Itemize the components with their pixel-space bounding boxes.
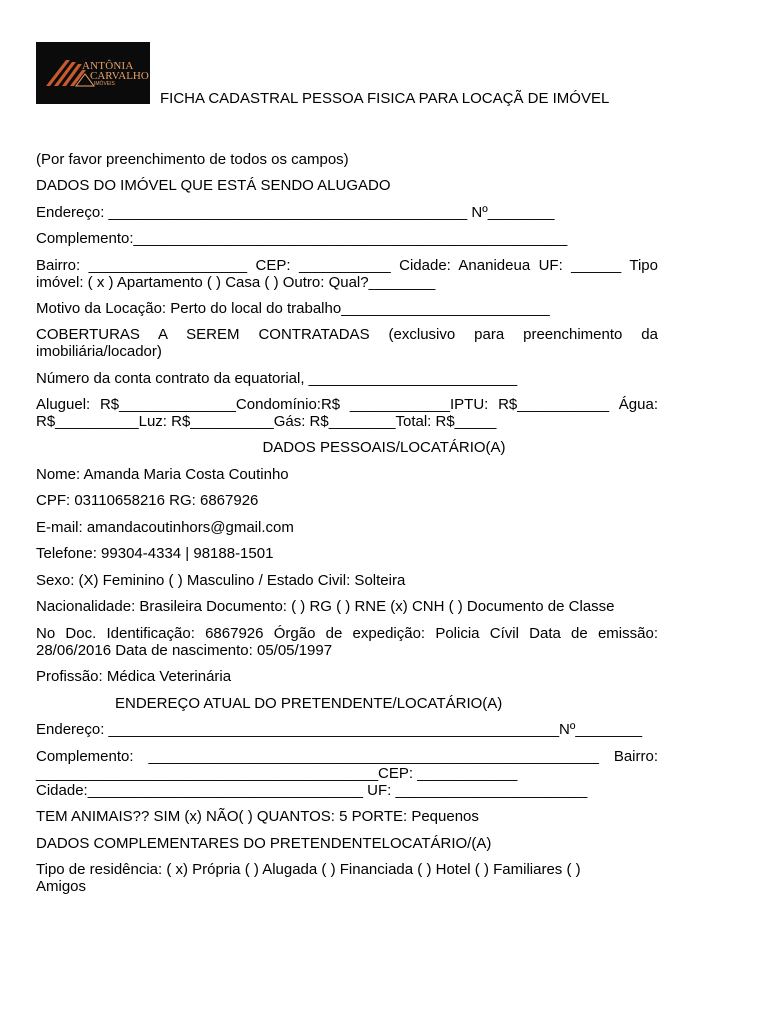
valores-line-1: Aluguel: R$______________Condomínio:R$ ____________IPTU: R$___________ Água: bbox=[36, 396, 658, 413]
instruction-text: (Por favor preenchimento de todos os campos) bbox=[36, 151, 349, 168]
complemento-line-2: _________________________________________CEP: ____________ bbox=[36, 765, 518, 782]
field-endereco-atual: Endereço: ______________________________________________________Nº________ bbox=[36, 721, 643, 738]
valores-line-2: R$__________Luz: R$__________Gás: R$________Total: R$_____ bbox=[36, 413, 497, 430]
coberturas-line-1: COBERTURAS A SEREM CONTRATADAS (exclusivo para preenchimento da bbox=[36, 326, 658, 343]
bairro-line-1: Bairro: ___________________ CEP: ___________ Cidade: Ananideua UF: ______ Tipo bbox=[36, 257, 658, 274]
field-valores bbox=[36, 396, 658, 430]
logo-name-line1: ANTÔNIA bbox=[82, 60, 134, 72]
form-title: FICHA CADASTRAL PESSOA FISICA PARA LOCAÇÃ DE IMÓVEL bbox=[160, 90, 610, 107]
coberturas-line-2: imobiliária/locador) bbox=[36, 343, 162, 360]
section-heading-endereco-atual: ENDEREÇO ATUAL DO PRETENDENTE/LOCATÁRIO(A) bbox=[115, 695, 503, 712]
field-profissao: Profissão: Médica Veterinária bbox=[36, 668, 232, 685]
logo-tagline: IMÓVEIS bbox=[94, 81, 115, 87]
field-complemento-imovel: Complemento:____________________________________________________ bbox=[36, 230, 568, 247]
field-telefone: Telefone: 99304-4334 | 98188-1501 bbox=[36, 545, 274, 562]
section-heading-complementares: DADOS COMPLEMENTARES DO PRETENDENTELOCATÁRIO/(A) bbox=[36, 835, 492, 852]
field-nacionalidade-documento: Nacionalidade: Brasileira Documento: ( ) RG ( ) RNE (x) CNH ( ) Documento de Classe bbox=[36, 598, 615, 615]
section-coberturas bbox=[36, 326, 658, 360]
field-animais: TEM ANIMAIS?? SIM (x) NÃO( ) QUANTOS: 5 PORTE: Pequenos bbox=[36, 808, 479, 825]
residencia-line-2: Amigos bbox=[36, 878, 87, 895]
field-cpf-rg: CPF: 03110658216 RG: 6867926 bbox=[36, 492, 259, 509]
section-heading-pessoais: DADOS PESSOAIS/LOCATÁRIO(A) bbox=[262, 439, 506, 456]
field-bairro-tipo-imovel bbox=[36, 257, 658, 291]
field-complemento-bairro-cep bbox=[36, 748, 658, 782]
field-nome: Nome: Amanda Maria Costa Coutinho bbox=[36, 466, 289, 483]
field-motivo-locacao: Motivo da Locação: Perto do local do trabalho_________________________ bbox=[36, 300, 550, 317]
complemento-line-1: Complemento: ______________________________________________________ Bairro: bbox=[36, 748, 658, 765]
field-documento-identificacao bbox=[36, 625, 658, 659]
field-endereco-imovel: Endereço: ___________________________________________ Nº________ bbox=[36, 204, 555, 221]
field-email: E-mail: amandacoutinhors@gmail.com bbox=[36, 519, 294, 536]
field-cidade-uf: Cidade:_________________________________ UF: _______________________ bbox=[36, 782, 588, 799]
company-logo bbox=[36, 42, 150, 104]
doc-line-1: No Doc. Identificação: 6867926 Órgão de expedição: Policia Cívil Data de emissão: bbox=[36, 625, 658, 642]
field-sexo-estado-civil: Sexo: (X) Feminino ( ) Masculino / Estado Civil: Solteira bbox=[36, 572, 406, 589]
doc-line-2: 28/06/2016 Data de nascimento: 05/05/1997 bbox=[36, 642, 333, 659]
field-tipo-residencia bbox=[36, 861, 581, 895]
section-heading-imovel: DADOS DO IMÓVEL QUE ESTÁ SENDO ALUGADO bbox=[36, 177, 391, 194]
field-conta-contrato: Número da conta contrato da equatorial, _________________________ bbox=[36, 370, 518, 387]
logo-name-line2: CARVALHO bbox=[90, 70, 149, 82]
bairro-line-2: imóvel: ( x ) Apartamento ( ) Casa ( ) Outro: Qual?________ bbox=[36, 274, 436, 291]
residencia-line-1: Tipo de residência: ( x) Própria ( ) Alugada ( ) Financiada ( ) Hotel ( ) Familiares ( ) bbox=[36, 861, 581, 878]
